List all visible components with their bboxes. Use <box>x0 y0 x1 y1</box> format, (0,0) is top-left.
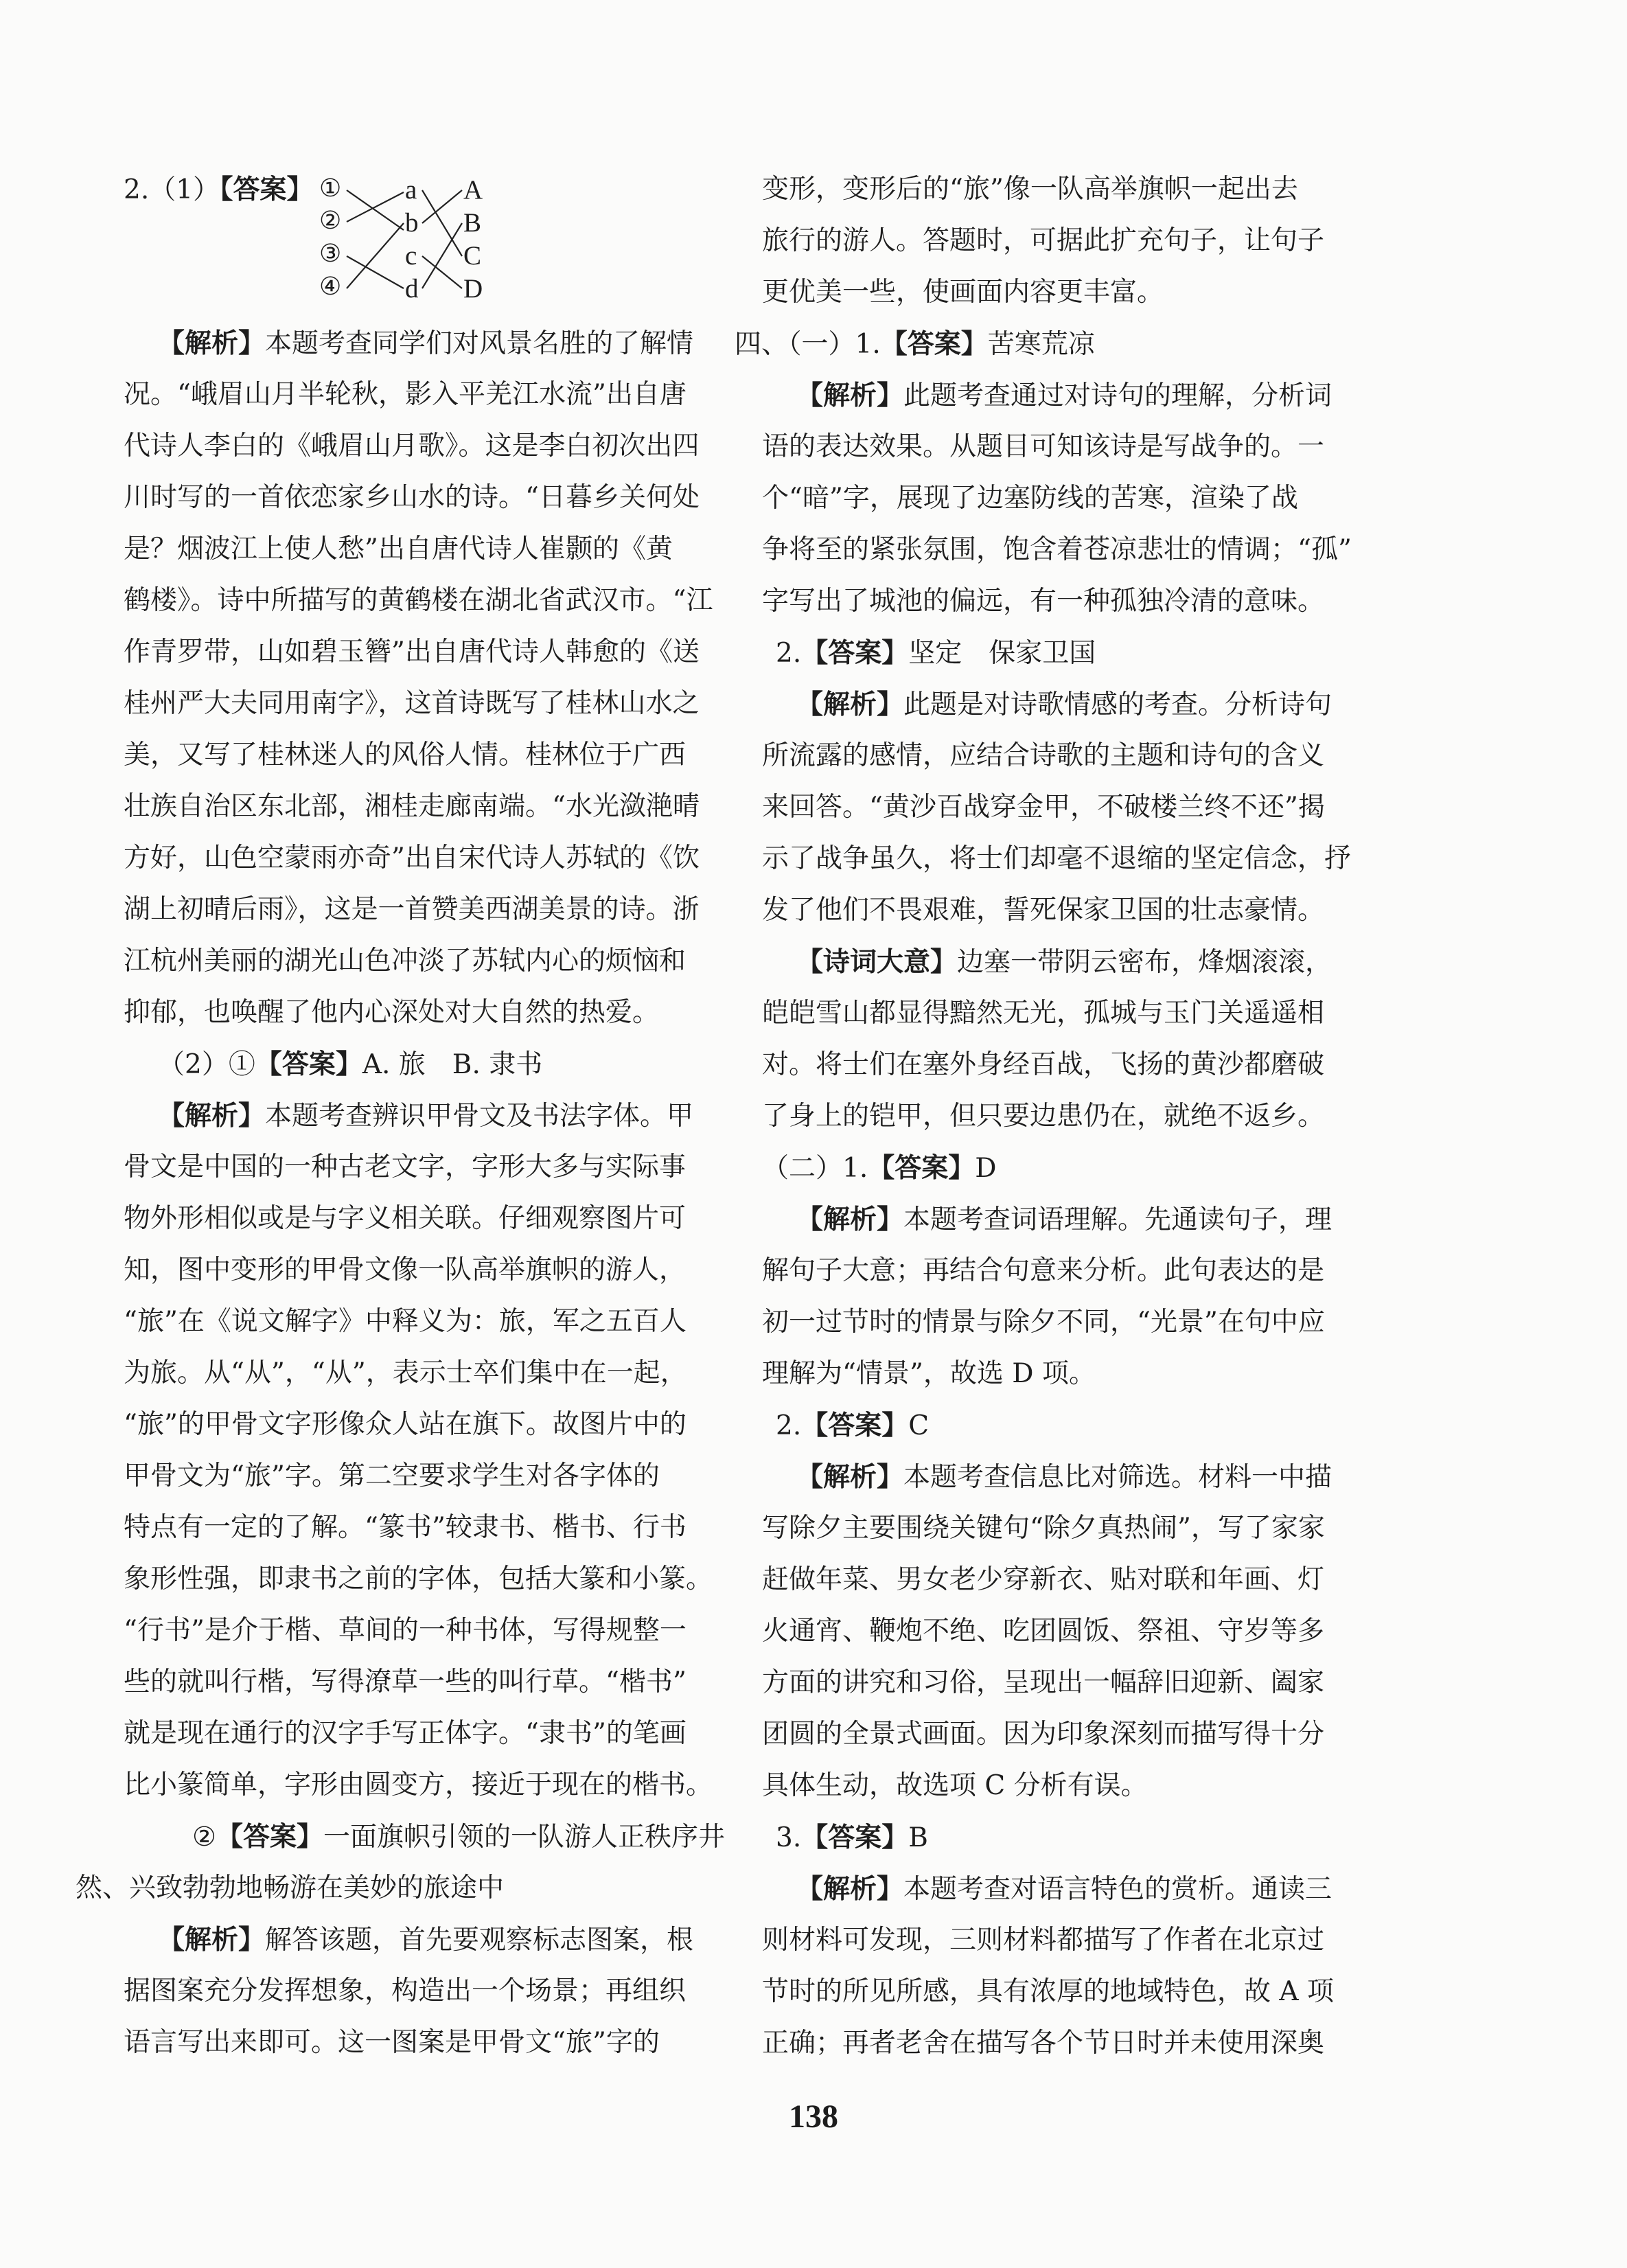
text-line: 骨文是中国的一种古老文字，字形大多与实际事 <box>124 1152 686 1182</box>
text-line: 火通宵、鞭炮不绝、吃团圆饭、祭祖、守岁等多 <box>762 1616 1325 1647</box>
text-line: 【解析】本题考查对语言特色的赏析。通读三 <box>796 1873 1332 1905</box>
match-number-4: ④ <box>319 273 342 301</box>
text-line: 然、兴致勃勃地畅游在美妙的旅途中 <box>76 1872 505 1903</box>
text-line: 赶做年菜、男女老少穿新衣、贴对联和年画、灯 <box>762 1564 1325 1595</box>
text-line: “行书”是介于楷、草间的一种书体，写得规整一 <box>124 1615 686 1646</box>
section-heading: 四、（一）1.【答案】苦寒荒凉 <box>735 328 1095 360</box>
text-line: 理解为“情景”，故选 D 项。 <box>762 1358 1096 1389</box>
text-line: 【解析】解答该题，首先要观察标志图案，根 <box>158 1924 694 1956</box>
text-line: 特点有一定的了解。“篆书”较隶书、楷书、行书 <box>124 1512 686 1543</box>
text-line: 代诗人李白的《峨眉山月歌》。这是李白初次出四 <box>124 431 700 461</box>
text-line: 对。将士们在塞外身经百战，飞扬的黄沙都磨破 <box>762 1049 1325 1080</box>
text-line: 川时写的一首依恋家乡山水的诗。“日暮乡关何处 <box>124 482 700 513</box>
text-line: 桂州严大夫同用南字》，这首诗既写了桂林山水之 <box>124 688 700 719</box>
text-line: 发了他们不畏艰难，誓死保家卫国的壮志豪情。 <box>762 895 1325 926</box>
text-line: 来回答。“黄沙百战穿金甲，不破楼兰终不还”揭 <box>762 792 1325 823</box>
text-line: 旅行的游人。答题时，可据此扩充句子，让句子 <box>762 225 1325 256</box>
line-b-to-a <box>422 190 462 223</box>
text-line: 比小篆简单，字形由圆变方，接近于现在的楷书。 <box>124 1769 713 1800</box>
match-number-1: ① <box>319 174 342 203</box>
text-line: 【解析】本题考查信息比对筛选。材料一中描 <box>796 1461 1332 1493</box>
match-upper-D: D <box>463 274 483 303</box>
match-lower-a: a <box>405 175 417 205</box>
match-number-3: ③ <box>319 240 342 268</box>
text-line: 【解析】本题考查词语理解。先通读句子，理 <box>796 1204 1332 1235</box>
text-line: 写除夕主要围绕关键句“除夕真热闹”，写了家家 <box>762 1513 1325 1544</box>
text-line: 更优美一些，使画面内容更丰富。 <box>762 277 1164 308</box>
match-lower-c: c <box>405 241 417 271</box>
text-line: 语的表达效果。从题目可知该诗是写战争的。一 <box>762 431 1325 462</box>
match-number-2: ② <box>319 207 342 235</box>
page-number: 138 <box>789 2098 838 2135</box>
text-line: 示了战争虽久，将士们却毫不退缩的坚定信念，抒 <box>762 843 1352 874</box>
answer-line: （二）1.【答案】D <box>762 1152 997 1184</box>
text-line: 湖上初晴后雨》，这是一首赞美西湖美景的诗。浙 <box>124 894 700 925</box>
text-line: 团圆的全景式画面。因为印象深刻而描写得十分 <box>762 1719 1325 1750</box>
answer-line: 2.【答案】C <box>776 1410 930 1441</box>
matching-lines <box>319 175 539 306</box>
text-line: 象形性强，即隶书之前的字体，包括大篆和小篆。 <box>124 1563 713 1594</box>
text-line: 物外形相似或是与字义相关联。仔细观察图片可 <box>124 1203 686 1234</box>
text-line: 知，图中变形的甲骨文像一队高举旗帜的游人， <box>124 1255 686 1285</box>
text-line: 美，又写了桂林迷人的风俗人情。桂林位于广西 <box>124 740 686 770</box>
text-line: 作青罗带，山如碧玉簪”出自唐代诗人韩愈的《送 <box>124 637 700 667</box>
answer-line: 3.【答案】B <box>776 1822 928 1853</box>
answer-line: ②【答案】一面旗帜引领的一队游人正秩序井 <box>192 1821 725 1853</box>
text-line: 据图案充分发挥想象，构造出一个场景；再组织 <box>124 1975 686 2006</box>
text-line: 方好，山色空蒙雨亦奇”出自宋代诗人苏轼的《饮 <box>124 843 700 873</box>
text-line: 【解析】此题考查通过对诗句的理解，分析词 <box>796 380 1332 411</box>
match-lower-b: b <box>405 208 419 238</box>
text-line: 方面的讲究和习俗，呈现出一幅辞旧迎新、阖家 <box>762 1667 1325 1698</box>
text-line: 壮族自治区东北部，湘桂走廊南端。“水光潋滟晴 <box>124 791 700 822</box>
text-line: 争将至的紧张氛围，饱含着苍凉悲壮的情调；“孤” <box>762 534 1352 565</box>
text-line: 初一过节时的情景与除夕不同，“光景”在句中应 <box>762 1307 1325 1338</box>
line-c-to-d <box>422 256 462 288</box>
text-line: 甲骨文为“旅”字。第二空要求学生对各字体的 <box>124 1461 660 1491</box>
text-line: 节时的所见所感，具有浓厚的地域特色，故 A 项 <box>762 1976 1334 2007</box>
text-line: 皑皑雪山都显得黯然无光，孤城与玉门关遥遥相 <box>762 998 1325 1029</box>
line-4-to-b <box>347 223 404 288</box>
text-line: 些的就叫行楷，写得潦草一些的叫行草。“楷书” <box>124 1666 686 1697</box>
text-line: 解句子大意；再结合句意来分析。此句表达的是 <box>762 1255 1325 1286</box>
text-line: 【解析】此题是对诗歌情感的考查。分析诗句 <box>796 689 1332 720</box>
answer-line: 2.【答案】坚定 保家卫国 <box>776 637 1096 669</box>
text-line: 江杭州美丽的湖光山色冲淡了苏轼内心的烦恼和 <box>124 946 686 976</box>
text-line: 字写出了城池的偏远，有一种孤独冷清的意味。 <box>762 586 1325 617</box>
q2-label: 2.（1）【答案】 <box>124 174 314 205</box>
text-line: 为旅。从“从”，“从”，表示士卒们集中在一起， <box>124 1358 687 1388</box>
match-upper-C: C <box>463 241 482 271</box>
text-line: 就是现在通行的汉字手写正体字。“隶书”的笔画 <box>124 1718 686 1749</box>
text-line: 语言写出来即可。这一图案是甲骨文“旅”字的 <box>124 2027 660 2058</box>
text-line: 正确；再者老舍在描写各个节日时并未使用深奥 <box>762 2028 1325 2059</box>
match-upper-A: A <box>463 175 483 205</box>
text-line: “旅”在《说文解字》中释义为：旅，军之五百人 <box>124 1306 686 1337</box>
answer-line: （2）①【答案】A. 旅 B. 隶书 <box>158 1049 543 1080</box>
text-line: 【解析】本题考查同学们对风景名胜的了解情 <box>158 328 694 359</box>
text-line: 了身上的铠甲，但只要边患仍在，就绝不返乡。 <box>762 1101 1325 1132</box>
text-line: 则材料可发现，三则材料都描写了作者在北京过 <box>762 1925 1325 1956</box>
match-upper-B: B <box>463 208 482 238</box>
line-a-to-c <box>422 190 462 256</box>
text-line: 鹤楼》。诗中所描写的黄鹤楼在湖北省武汉市。“江 <box>124 585 713 616</box>
text-line: 是？烟波江上使人愁”出自唐代诗人崔颢的《黄 <box>124 534 673 564</box>
text-line: 变形，变形后的“旅”像一队高举旗帜一起出去 <box>762 174 1298 205</box>
match-lower-d: d <box>405 274 419 303</box>
line-3-to-d <box>347 256 404 288</box>
text-line: 【诗词大意】边塞一带阴云密布，烽烟滚滚， <box>796 946 1332 978</box>
matching-diagram <box>319 175 539 306</box>
text-line: 况。“峨眉山月半轮秋，影入平羌江水流”出自唐 <box>124 379 686 410</box>
text-line: 个“暗”字，展现了边塞防线的苦寒，渲染了战 <box>762 483 1298 514</box>
text-line: 抑郁，也唤醒了他内心深处对大自然的热爱。 <box>124 997 660 1028</box>
text-line: “旅”的甲骨文字形像众人站在旗下。故图片中的 <box>124 1409 686 1440</box>
text-line: 【解析】本题考查辨识甲骨文及书法字体。甲 <box>158 1100 694 1132</box>
text-line: 所流露的感情，应结合诗歌的主题和诗句的含义 <box>762 740 1325 771</box>
line-d-to-b <box>422 223 462 288</box>
text-line: 具体生动，故选项 C 分析有误。 <box>762 1770 1148 1801</box>
